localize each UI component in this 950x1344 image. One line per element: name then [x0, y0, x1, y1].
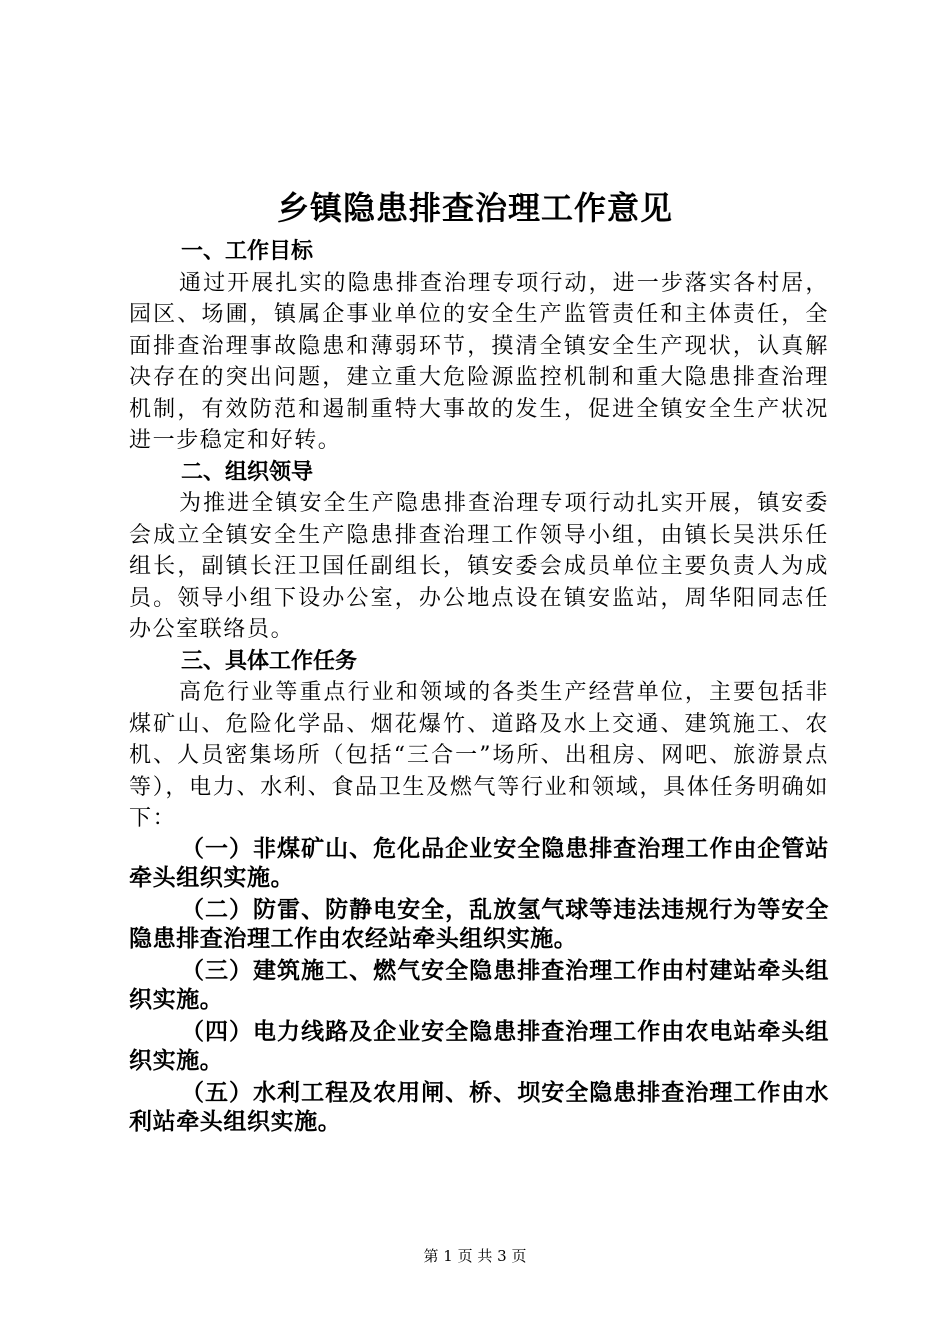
- task-item: （一）非煤矿山、危化品企业安全隐患排查治理工作由企管站牵头组织实施。: [129, 835, 829, 891]
- section-paragraph-tasks: 高危行业等重点行业和领域的各类生产经营单位，主要包括非煤矿山、危险化学品、烟花爆竹、道路及水上交通、建筑施工、农机、人员密集场所（包括“三合一”场所、出租房、网吧、旅游景点等），电力、水利、食品卫生及燃气等行业和领域，具体任务明确如下：: [129, 680, 829, 831]
- task-item: （二）防雷、防静电安全，乱放氢气球等违法违规行为等安全隐患排查治理工作由农经站牵头组织实施。: [129, 896, 829, 952]
- section-heading-leadership: 二、组织领导: [181, 459, 314, 485]
- document-title: 乡镇隐患排查治理工作意见: [276, 189, 673, 227]
- section-paragraph-leadership: 为推进全镇安全生产隐患排查治理专项行动扎实开展，镇安委会成立全镇安全生产隐患排查治理工作领导小组，由镇长吴洪乐任组长，副镇长汪卫国任副组长，镇安委会成员单位主要负责人为成员。领导小组下设办公室，办公地点设在镇安监站，周华阳同志任办公室联络员。: [129, 491, 829, 642]
- task-item: （四）电力线路及企业安全隐患排查治理工作由农电站牵头组织实施。: [129, 1018, 829, 1074]
- section-paragraph-goals: 通过开展扎实的隐患排查治理专项行动，进一步落实各村居，园区、场圃，镇属企事业单位的安全生产监管责任和主体责任，全面排查治理事故隐患和薄弱环节，摸清全镇安全生产现状，认真解决存在的突出问题，建立重大危险源监控机制和重大隐患排查治理机制，有效防范和遏制重特大事故的发生，促进全镇安全生产状况进一步稳定和好转。: [129, 270, 829, 453]
- task-item: （五）水利工程及农用闸、桥、坝安全隐患排查治理工作由水利站牵头组织实施。: [129, 1079, 829, 1135]
- section-heading-tasks: 三、具体工作任务: [181, 648, 358, 674]
- page-number-footer: 第 1 页 共 3 页: [423, 1247, 527, 1265]
- section-heading-goals: 一、工作目标: [181, 239, 314, 264]
- task-item: （三）建筑施工、燃气安全隐患排查治理工作由村建站牵头组织实施。: [129, 957, 829, 1013]
- document-body: [129, 236, 829, 1140]
